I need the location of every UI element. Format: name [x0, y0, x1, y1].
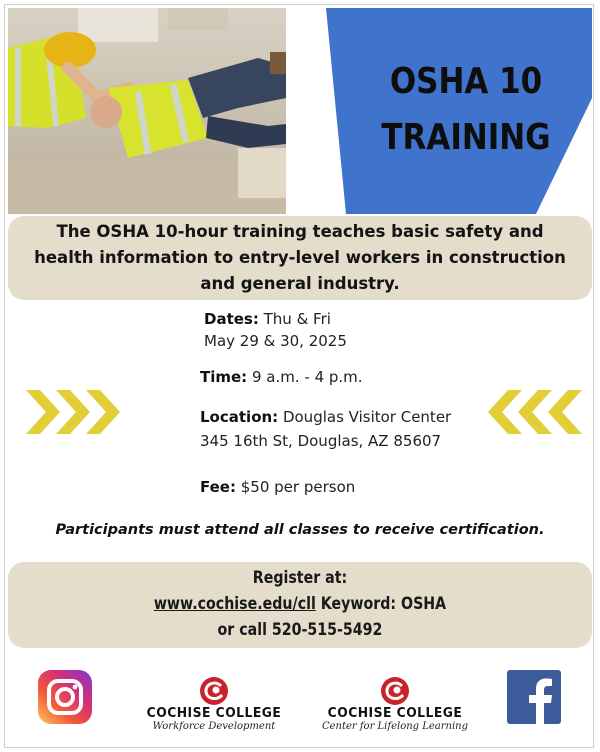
dates-label: Dates:	[204, 310, 259, 328]
register-banner	[8, 562, 592, 648]
register-url-line	[49, 594, 551, 613]
certification-note: Participants must attend all classes to receive certification.	[55, 522, 545, 538]
dates-line-2: May 29 & 30, 2025	[204, 332, 347, 350]
register-heading: Register at:	[252, 568, 348, 587]
instagram-icon[interactable]	[38, 670, 92, 724]
location-label: Location:	[200, 408, 279, 426]
fee-value: $50 per person	[240, 478, 356, 496]
title-line-1: OSHA 10	[389, 61, 543, 102]
safety-photo	[8, 8, 286, 214]
dates-row	[204, 308, 331, 330]
register-link[interactable]: www.cochise.edu/cll	[153, 594, 316, 613]
dates-value: Thu & Fri	[263, 310, 331, 328]
cochise-emblem-icon	[380, 676, 410, 706]
time-row	[200, 366, 363, 388]
time-label: Time:	[200, 368, 248, 386]
location-line-2: 345 16th St, Douglas, AZ 85607	[200, 432, 442, 450]
fee-label: Fee:	[200, 478, 236, 496]
college-right-sub: Center for Lifelong Learning	[321, 721, 469, 732]
page-title	[363, 54, 569, 166]
title-line-2: TRAINING	[381, 117, 551, 158]
intro-text: The OSHA 10-hour training teaches basic safety and health information to entry-level workers in construction and general industry.	[34, 222, 566, 293]
register-keyword: Keyword: OSHA	[320, 594, 447, 613]
fee-row	[200, 476, 355, 498]
college-logo-lifelong[interactable]	[316, 676, 474, 733]
college-logo-workforce[interactable]	[136, 676, 292, 733]
college-right-name: COCHISE COLLEGE	[327, 706, 463, 721]
location-value: Douglas Visitor Center	[282, 408, 452, 426]
register-phone[interactable]: or call 520-515-5492	[217, 620, 383, 639]
time-value: 9 a.m. - 4 p.m.	[251, 368, 363, 386]
event-details	[0, 300, 600, 515]
title-panel	[286, 8, 592, 214]
college-left-name: COCHISE COLLEGE	[146, 706, 282, 721]
facebook-icon[interactable]	[507, 670, 561, 724]
location-row	[200, 406, 451, 428]
intro-banner	[8, 216, 592, 300]
college-left-sub: Workforce Development	[152, 721, 276, 732]
cochise-emblem-icon	[199, 676, 229, 706]
